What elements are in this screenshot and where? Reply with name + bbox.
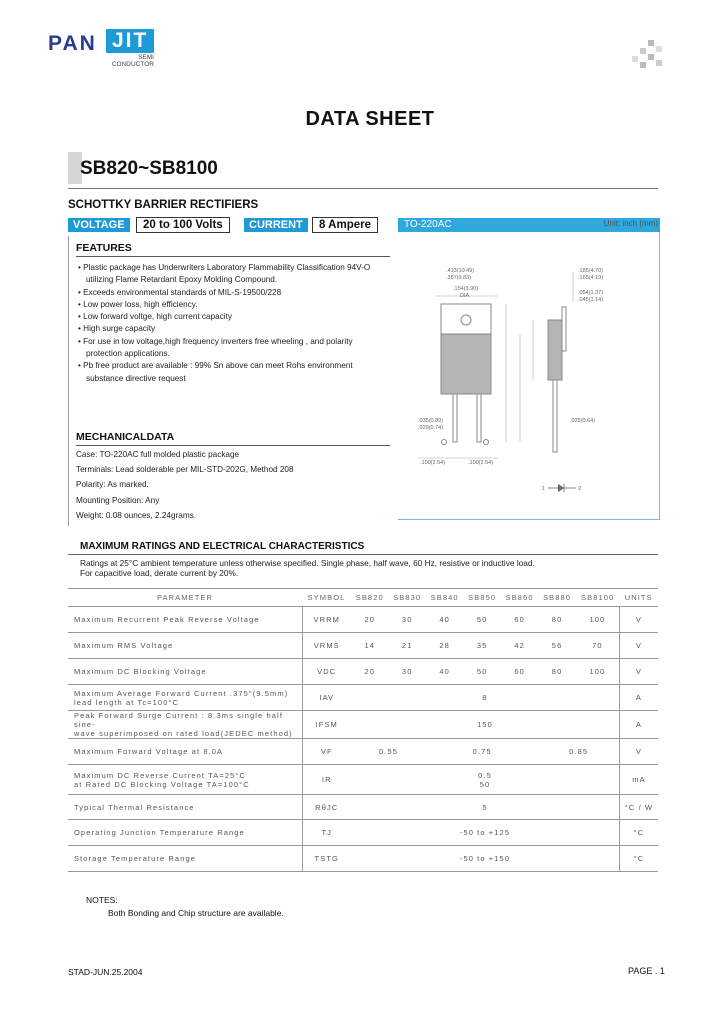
part-number: SB820~SB8100	[80, 158, 218, 179]
col-header: SB850	[463, 589, 500, 607]
col-header: SB820	[351, 589, 388, 607]
symbol-cell: TJ	[302, 820, 351, 846]
col-header: SB860	[501, 589, 538, 607]
value-cell: 20	[351, 607, 388, 633]
col-header: SYMBOL	[302, 589, 351, 607]
symbol-cell: IAV	[302, 685, 351, 711]
side-tab	[562, 307, 566, 351]
param-cell: Operating Junction Temperature Range	[68, 820, 302, 846]
mechanical-item: Case: TO-220AC full molded plastic package	[76, 450, 240, 459]
mounting-hole	[461, 315, 471, 325]
symbol-cell: IFSM	[302, 711, 351, 739]
symbol-cell: VRRM	[302, 607, 351, 633]
col-header: SB8100	[576, 589, 620, 607]
value-cell: -50 to +125	[351, 820, 619, 846]
dim-label: .185(4.70)	[578, 268, 604, 274]
unit-cell: °C	[619, 820, 658, 846]
value-cell: 100	[576, 607, 620, 633]
param-cell: Storage Temperature Range	[68, 846, 302, 872]
col-header: SB830	[388, 589, 425, 607]
feature-item: • Low forward voltge, high current capacity	[78, 312, 232, 322]
feature-item: • Pb free product are available : 99% Sn above can meet Rohs environment substance directive request	[78, 361, 353, 383]
value-cell: -50 to +150	[351, 846, 619, 872]
ratings-divider	[68, 554, 658, 555]
value-cell: 8	[351, 685, 619, 711]
diode-symbol-icon	[558, 484, 564, 492]
table-row	[68, 633, 658, 659]
table-row	[68, 607, 658, 633]
dim-label: .413(10.49)	[446, 268, 475, 274]
ratings-table	[68, 588, 658, 872]
mechanical-item: Weight: 0.08 ounces, 2.24grams.	[76, 510, 197, 520]
value-cell: 0.55	[351, 739, 426, 765]
table-row	[68, 685, 658, 711]
dim-label: .154(3.90)	[453, 286, 479, 292]
dim-label: DIA	[460, 293, 470, 299]
unit-note: Unit: inch (mm)	[603, 219, 658, 228]
table-row	[68, 765, 658, 795]
col-header: PARAMETER	[68, 589, 302, 607]
col-header: UNITS	[619, 589, 658, 607]
param-cell: Maximum DC Reverse Current TA=25°C at Rated DC Blocking Voltage TA=100°C	[68, 765, 302, 795]
package-outline-svg	[398, 232, 660, 520]
mechanical-list	[76, 450, 386, 526]
ratings-heading: MAXIMUM RATINGS AND ELECTRICAL CHARACTERISTICS	[80, 541, 365, 552]
package-body	[441, 334, 491, 394]
ratings-note-2: For capacitive load, derate current by 20%.	[80, 568, 239, 578]
logo-jit-text: JIT	[106, 29, 154, 53]
mechanical-heading: MECHANICALDATA	[76, 431, 390, 446]
unit-cell: V	[619, 607, 658, 633]
dim-label: .045(1.14)	[578, 297, 604, 303]
lead-2	[477, 394, 481, 442]
current-value: 8 Ampere	[312, 217, 378, 233]
param-cell: Maximum Average Forward Current .375"(9.5mm) lead length at Tc=100°C	[68, 685, 302, 711]
voltage-label: VOLTAGE	[68, 218, 130, 232]
table-row	[68, 820, 658, 846]
param-cell: Maximum Recurrent Peak Reverse Voltage	[68, 607, 302, 633]
value-cell: 80	[538, 607, 575, 633]
unit-cell: V	[619, 739, 658, 765]
feature-item: • Plastic package has Underwriters Laboratory Flammability Classification 94V-O utilizing Flame Retardant Epoxy Molding Compound.	[78, 263, 371, 285]
value-cell: 60	[501, 607, 538, 633]
unit-cell: mA	[619, 765, 658, 795]
param-cell: Maximum RMS Voltage	[68, 633, 302, 659]
unit-cell: V	[619, 633, 658, 659]
notes-heading: NOTES:	[86, 895, 118, 905]
col-header: SB840	[426, 589, 463, 607]
feature-item: • High surge capacity	[78, 324, 156, 334]
unit-cell: A	[619, 711, 658, 739]
ratings-note-1: Ratings at 25°C ambient temperature unless otherwise specified. Single phase, half wave, 60 Hz, resistive or inductive load.	[80, 558, 535, 568]
page-title: DATA SHEET	[305, 108, 435, 130]
param-cell: Maximum DC Blocking Voltage	[68, 659, 302, 685]
value-cell: 40	[426, 607, 463, 633]
dim-label: .165(4.19)	[578, 275, 604, 281]
table-header-row	[68, 589, 658, 607]
logo-sub-semi: SEMI	[138, 54, 154, 61]
symbol-cell: RθJC	[302, 795, 351, 820]
features-list	[76, 262, 386, 385]
package-drawing	[398, 232, 660, 520]
value-cell: 21	[388, 633, 425, 659]
mechanical-item: Polarity: As marked.	[76, 480, 149, 490]
value-cell: 56	[538, 633, 575, 659]
current-label: CURRENT	[244, 218, 308, 232]
symbol-cell: VF	[302, 739, 351, 765]
unit-cell: °C / W	[619, 795, 658, 820]
footer-doc-code: STAD-JUN.25.2004	[68, 967, 143, 977]
features-rule	[68, 236, 69, 426]
header-divider	[68, 188, 658, 189]
value-cell: 80	[538, 659, 575, 685]
value-cell: 150	[351, 711, 619, 739]
mechanical-rule	[68, 426, 69, 526]
symbol-cell: TSTG	[302, 846, 351, 872]
side-body	[548, 320, 562, 380]
dim-label: .100(2.54)	[420, 460, 446, 466]
dim-label: .100(2.54)	[468, 460, 494, 466]
unit-cell: V	[619, 659, 658, 685]
mechanical-item: Terminals: Lead solderable per MIL-STD-202G, Method 208	[76, 465, 294, 475]
logo-pan-text: PAN	[48, 32, 97, 55]
dim-label: .025(0.64)	[570, 418, 596, 424]
pin-label-2: 2	[578, 486, 582, 492]
package-tag: TO-220AC	[398, 218, 660, 232]
logo-sub-conductor: CONDUCTOR	[111, 61, 154, 68]
value-cell: 30	[388, 659, 425, 685]
value-cell: 28	[426, 633, 463, 659]
dim-label: .029(0.74)	[418, 425, 444, 431]
value-cell: 20	[351, 659, 388, 685]
value-cell: 0.85	[538, 739, 619, 765]
param-cell: Maximum Forward Voltage at 8.0A	[68, 739, 302, 765]
value-cell: 70	[576, 633, 620, 659]
logo-subtitle	[108, 54, 154, 68]
unit-cell: °C	[619, 846, 658, 872]
value-cell: 50	[463, 607, 500, 633]
table-row	[68, 711, 658, 739]
table-row	[68, 739, 658, 765]
value-cell: 5	[351, 795, 619, 820]
param-cell: Peak Forward Surge Current : 8.3ms single half sine- wave superimposed on rated load(JEDEC method)	[68, 711, 302, 739]
feature-item: • For use in low voltage,high frequency inverters free wheeling , and polarity protection applications.	[78, 336, 353, 359]
value-cell: 40	[426, 659, 463, 685]
symbol-cell: VRMS	[302, 633, 351, 659]
value-cell: 0.75	[426, 739, 538, 765]
features-heading: FEATURES	[76, 242, 390, 257]
side-lead	[553, 380, 557, 452]
dim-label: .035(0.89)	[418, 418, 444, 424]
table-row	[68, 659, 658, 685]
value-cell: 100	[576, 659, 620, 685]
value-cell: 0.5 50	[351, 765, 619, 795]
table-row	[68, 795, 658, 820]
lead-1	[453, 394, 457, 442]
notes-body: Both Bonding and Chip structure are available.	[108, 908, 284, 918]
voltage-value: 20 to 100 Volts	[136, 217, 230, 233]
value-cell: 14	[351, 633, 388, 659]
col-header: SB880	[538, 589, 575, 607]
dim-label: .054(1.37)	[578, 290, 604, 296]
part-description: SCHOTTKY BARRIER RECTIFIERS	[68, 199, 259, 211]
param-cell: Typical Thermal Resistance	[68, 795, 302, 820]
value-cell: 30	[388, 607, 425, 633]
mechanical-item: Mounting Position: Any	[76, 495, 160, 505]
feature-item: • Low power loss, high efficiency.	[78, 299, 198, 309]
symbol-cell: IR	[302, 765, 351, 795]
dim-label: .387(9.83)	[446, 275, 472, 281]
symbol-cell: VDC	[302, 659, 351, 685]
decorative-dots-icon	[630, 40, 666, 70]
value-cell: 35	[463, 633, 500, 659]
value-cell: 50	[463, 659, 500, 685]
value-cell: 60	[501, 659, 538, 685]
footer-page-number: PAGE . 1	[628, 966, 665, 976]
pin-label-1: 1	[542, 486, 546, 492]
unit-cell: A	[619, 685, 658, 711]
feature-item: • Exceeds environmental standards of MIL-S-19500/228	[78, 287, 282, 297]
table-row	[68, 846, 658, 872]
ratings-note	[80, 558, 535, 578]
value-cell: 42	[501, 633, 538, 659]
